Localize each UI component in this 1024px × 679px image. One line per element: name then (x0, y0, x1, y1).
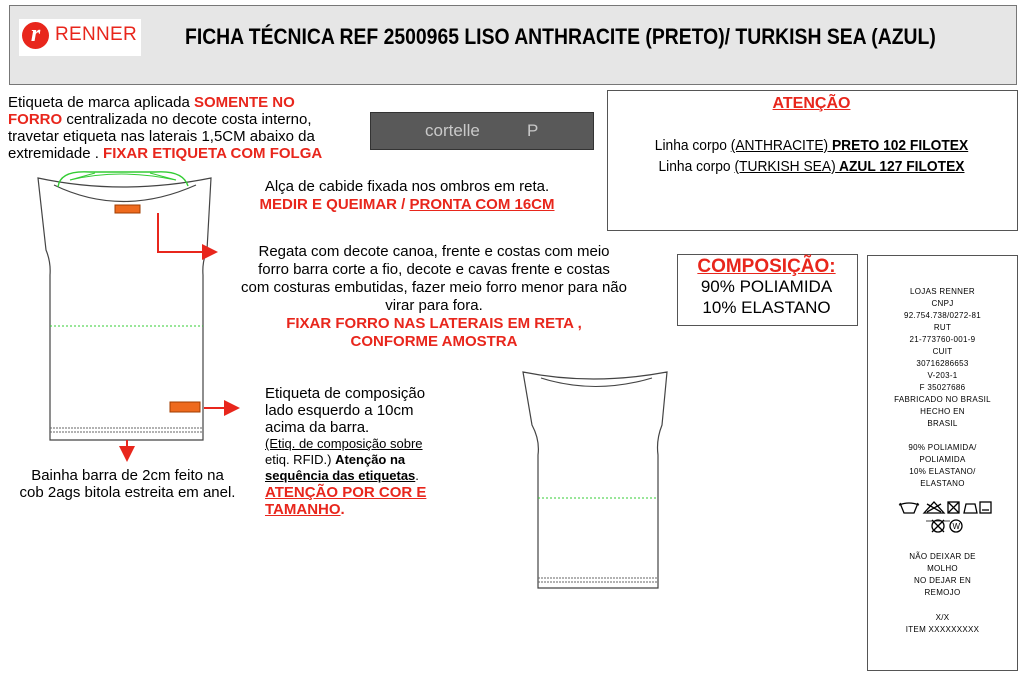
renner-logo-mark-icon: r (22, 22, 49, 49)
composition-note-text: etiq. RFID.) (265, 452, 336, 467)
composition-note-highlight: TAMANHO (265, 501, 341, 518)
care-label-line: HECHO EN (920, 407, 965, 416)
construction-note-text: Regata com decote canoa, frente e costas com meio (258, 243, 610, 260)
attention-title: ATENÇÃO (772, 95, 851, 112)
attention-text: Linha corpo (654, 137, 731, 154)
brand-note-text: travetar etiqueta nas laterais 1,5CM abaixo da (8, 128, 315, 145)
care-label-line: 92.754.738/0272-81 (903, 311, 982, 320)
svg-text:W: W (952, 522, 961, 531)
brand-note-highlight: FIXAR ETIQUETA COM FOLGA (103, 145, 323, 162)
care-label-line: CUIT (932, 347, 953, 356)
renner-logo-text: RENNER (55, 24, 138, 45)
brand-note-text: extremidade . (8, 145, 104, 162)
care-label-warning: NO DEJAR EN (913, 576, 972, 585)
hanger-note-highlight: PRONTA COM 16CM (409, 196, 555, 213)
composition-note-text: sequência das etiquetas (265, 468, 416, 483)
care-symbols-icon (898, 499, 993, 535)
composition-title: COMPOSIÇÃO: (697, 256, 836, 277)
care-label-line: ELASTANO (920, 479, 965, 488)
composition-note-text: acima da barra. (265, 419, 370, 436)
brand-note-text: centralizada no decote costa interno, (62, 111, 312, 128)
care-label-warning: MOLHO (927, 564, 958, 573)
care-label-line: POLIAMIDA (919, 455, 966, 464)
composition-note-text: lado esquerdo a 10cm (265, 402, 414, 419)
hanger-note-text: Alça de cabide fixada nos ombros em reta. (264, 178, 550, 195)
page-title: FICHA TÉCNICA REF 2500965 LISO ANTHRACITE (PRETO)/ TURKISH SEA (AZUL) (185, 24, 936, 49)
care-label-line: F 35027686 (919, 383, 966, 392)
front-view-garment (38, 178, 211, 440)
care-label-line: RUT (933, 323, 952, 332)
composition-note-text: Etiqueta de composição (265, 385, 426, 402)
composition-note-highlight: . (340, 501, 345, 518)
hem-note-text: cob 2ags bitola estreita em anel. (19, 484, 236, 501)
attention-text: (ANTHRACITE) (730, 137, 829, 154)
attention-text: PRETO 102 FILOTEX (828, 137, 969, 154)
care-label-line: 90% POLIAMIDA/ (908, 443, 977, 452)
care-label-line: BRASIL (927, 419, 958, 428)
care-label-warning: REMOJO (924, 588, 961, 597)
construction-note-text: virar para fora. (385, 297, 483, 314)
attention-text: AZUL 127 FILOTEX (835, 158, 965, 175)
care-label-line: V-203-1 (927, 371, 958, 380)
brand-label-size: P (527, 121, 539, 140)
composition-line-2: 10% ELASTANO (702, 298, 831, 317)
brand-note-highlight: FORRO (8, 111, 63, 128)
back-view-garment (523, 372, 667, 588)
care-label-line: 21-773760-001-9 (909, 335, 976, 344)
brand-note-highlight: SOMENTE NO (193, 94, 295, 111)
composition-note-highlight: ATENÇÃO POR COR E (265, 484, 427, 501)
care-label-warning: NÃO DEIXAR DE (909, 552, 976, 561)
care-label-line: CNPJ (931, 299, 954, 308)
brand-tag-marker (115, 205, 140, 213)
composition-line-1: 90% POLIAMIDA (700, 277, 833, 296)
care-label (867, 255, 1018, 671)
hanger-note-highlight: MEDIR E QUEIMAR / (259, 196, 410, 213)
brand-label-brand: cortelle (425, 121, 480, 140)
care-label-line: 10% ELASTANO/ (909, 467, 976, 476)
construction-note-highlight: FIXAR FORRO NAS LATERAIS EM RETA , (286, 315, 582, 332)
construction-note-text: forro barra corte a fio, decote e cavas frente e costas (258, 261, 610, 278)
attention-text: Linha corpo (658, 158, 735, 175)
care-label-line: 30716286653 (916, 359, 969, 368)
care-label-footer: X/X (935, 613, 950, 622)
brand-note-text: Etiqueta de marca aplicada (8, 94, 194, 111)
care-label-line: FABRICADO NO BRASIL (894, 395, 991, 404)
composition-note-text: . (415, 468, 419, 483)
hem-note-text: Bainha barra de 2cm feito na (31, 467, 224, 484)
construction-note-highlight: CONFORME AMOSTRA (350, 333, 518, 350)
care-label-footer: ITEM XXXXXXXXX (905, 625, 980, 634)
composition-tag-marker (170, 402, 200, 412)
composition-note-text: (Etiq. de composição sobre (265, 436, 423, 451)
composition-note-text: Atenção na (335, 452, 406, 467)
construction-note-text: com costuras embutidas, fazer meio forro menor para não (240, 279, 627, 296)
care-label-line: LOJAS RENNER (910, 287, 975, 296)
attention-text: (TURKISH SEA) (734, 158, 836, 175)
